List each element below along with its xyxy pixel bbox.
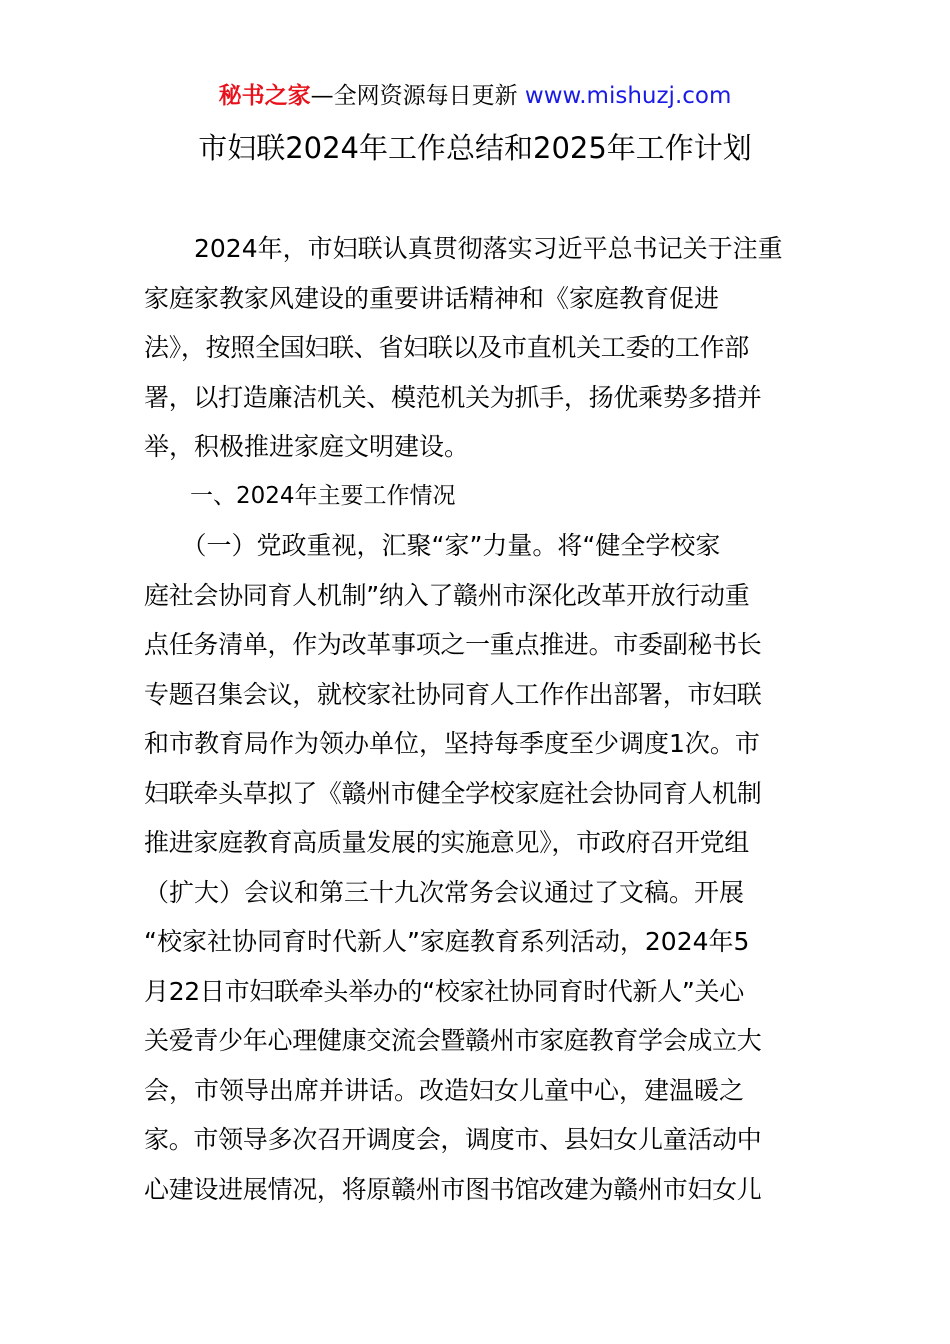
text-line: （一）党政重视，汇聚“家”力量。将“健全学校家 [144, 531, 721, 560]
text-line: 妇联牵头草拟了《赣州市健全学校家庭社会协同育人机制 [144, 778, 762, 808]
document-body [144, 224, 808, 1214]
text-line: “校家社协同育时代新人”家庭教育系列活动，2024年5 [144, 927, 750, 956]
text-line: 和市教育局作为领办单位，坚持每季度至少调度1次。市 [144, 729, 760, 758]
site-brand: 秘书之家 [218, 83, 311, 109]
text-line: 推进家庭教育高质量发展的实施意见》，市政府召开党组 [144, 828, 750, 857]
text-line: 法》，按照全国妇联、省妇联以及市直机关工委的工作部 [144, 333, 750, 362]
site-url-link[interactable]: www.mishuzj.com [524, 83, 732, 109]
site-banner [0, 80, 950, 112]
document-title: 市妇联2024年工作总结和2025年工作计划 [198, 131, 752, 165]
text-line: 2024年，市妇联认真贯彻落实习近平总书记关于注重 [144, 234, 783, 263]
text-line: 关爱青少年心理健康交流会暨赣州市家庭教育学会成立大 [144, 1026, 762, 1055]
text-line: 点任务清单，作为改革事项之一重点推进。市委副秘书长 [144, 630, 762, 659]
text-line: 庭社会协同育人机制”纳入了赣州市深化改革开放行动重 [144, 580, 750, 610]
text-line: 月22日市妇联牵头举办的“校家社协同育时代新人”关心 [144, 976, 744, 1006]
text-line: 家。市领导多次召开调度会，调度市、县妇女儿童活动中 [144, 1125, 762, 1154]
text-line: 署，以打造廉洁机关、模范机关为抓手，扬优乘势多措并 [144, 382, 762, 412]
text-line: 举，积极推进家庭文明建设。 [144, 432, 470, 461]
text-line: 心建设进展情况，将原赣州市图书馆改建为赣州市妇女儿 [144, 1174, 762, 1204]
text-line: 家庭家教家风建设的重要讲话精神和《家庭教育促进 [144, 283, 720, 313]
text-line: 专题召集会议，就校家社协同育人工作作出部署，市妇联 [144, 679, 762, 709]
text-line: （扩大）会议和第三十九次常务会议通过了文稿。开展 [144, 877, 745, 907]
section-heading: 一、2024年主要工作情况 [144, 482, 456, 509]
text-line: 会，市领导出席并讲话。改造妇女儿童中心，建温暖之 [144, 1075, 745, 1105]
site-tagline: —全网资源每日更新 [310, 83, 525, 109]
